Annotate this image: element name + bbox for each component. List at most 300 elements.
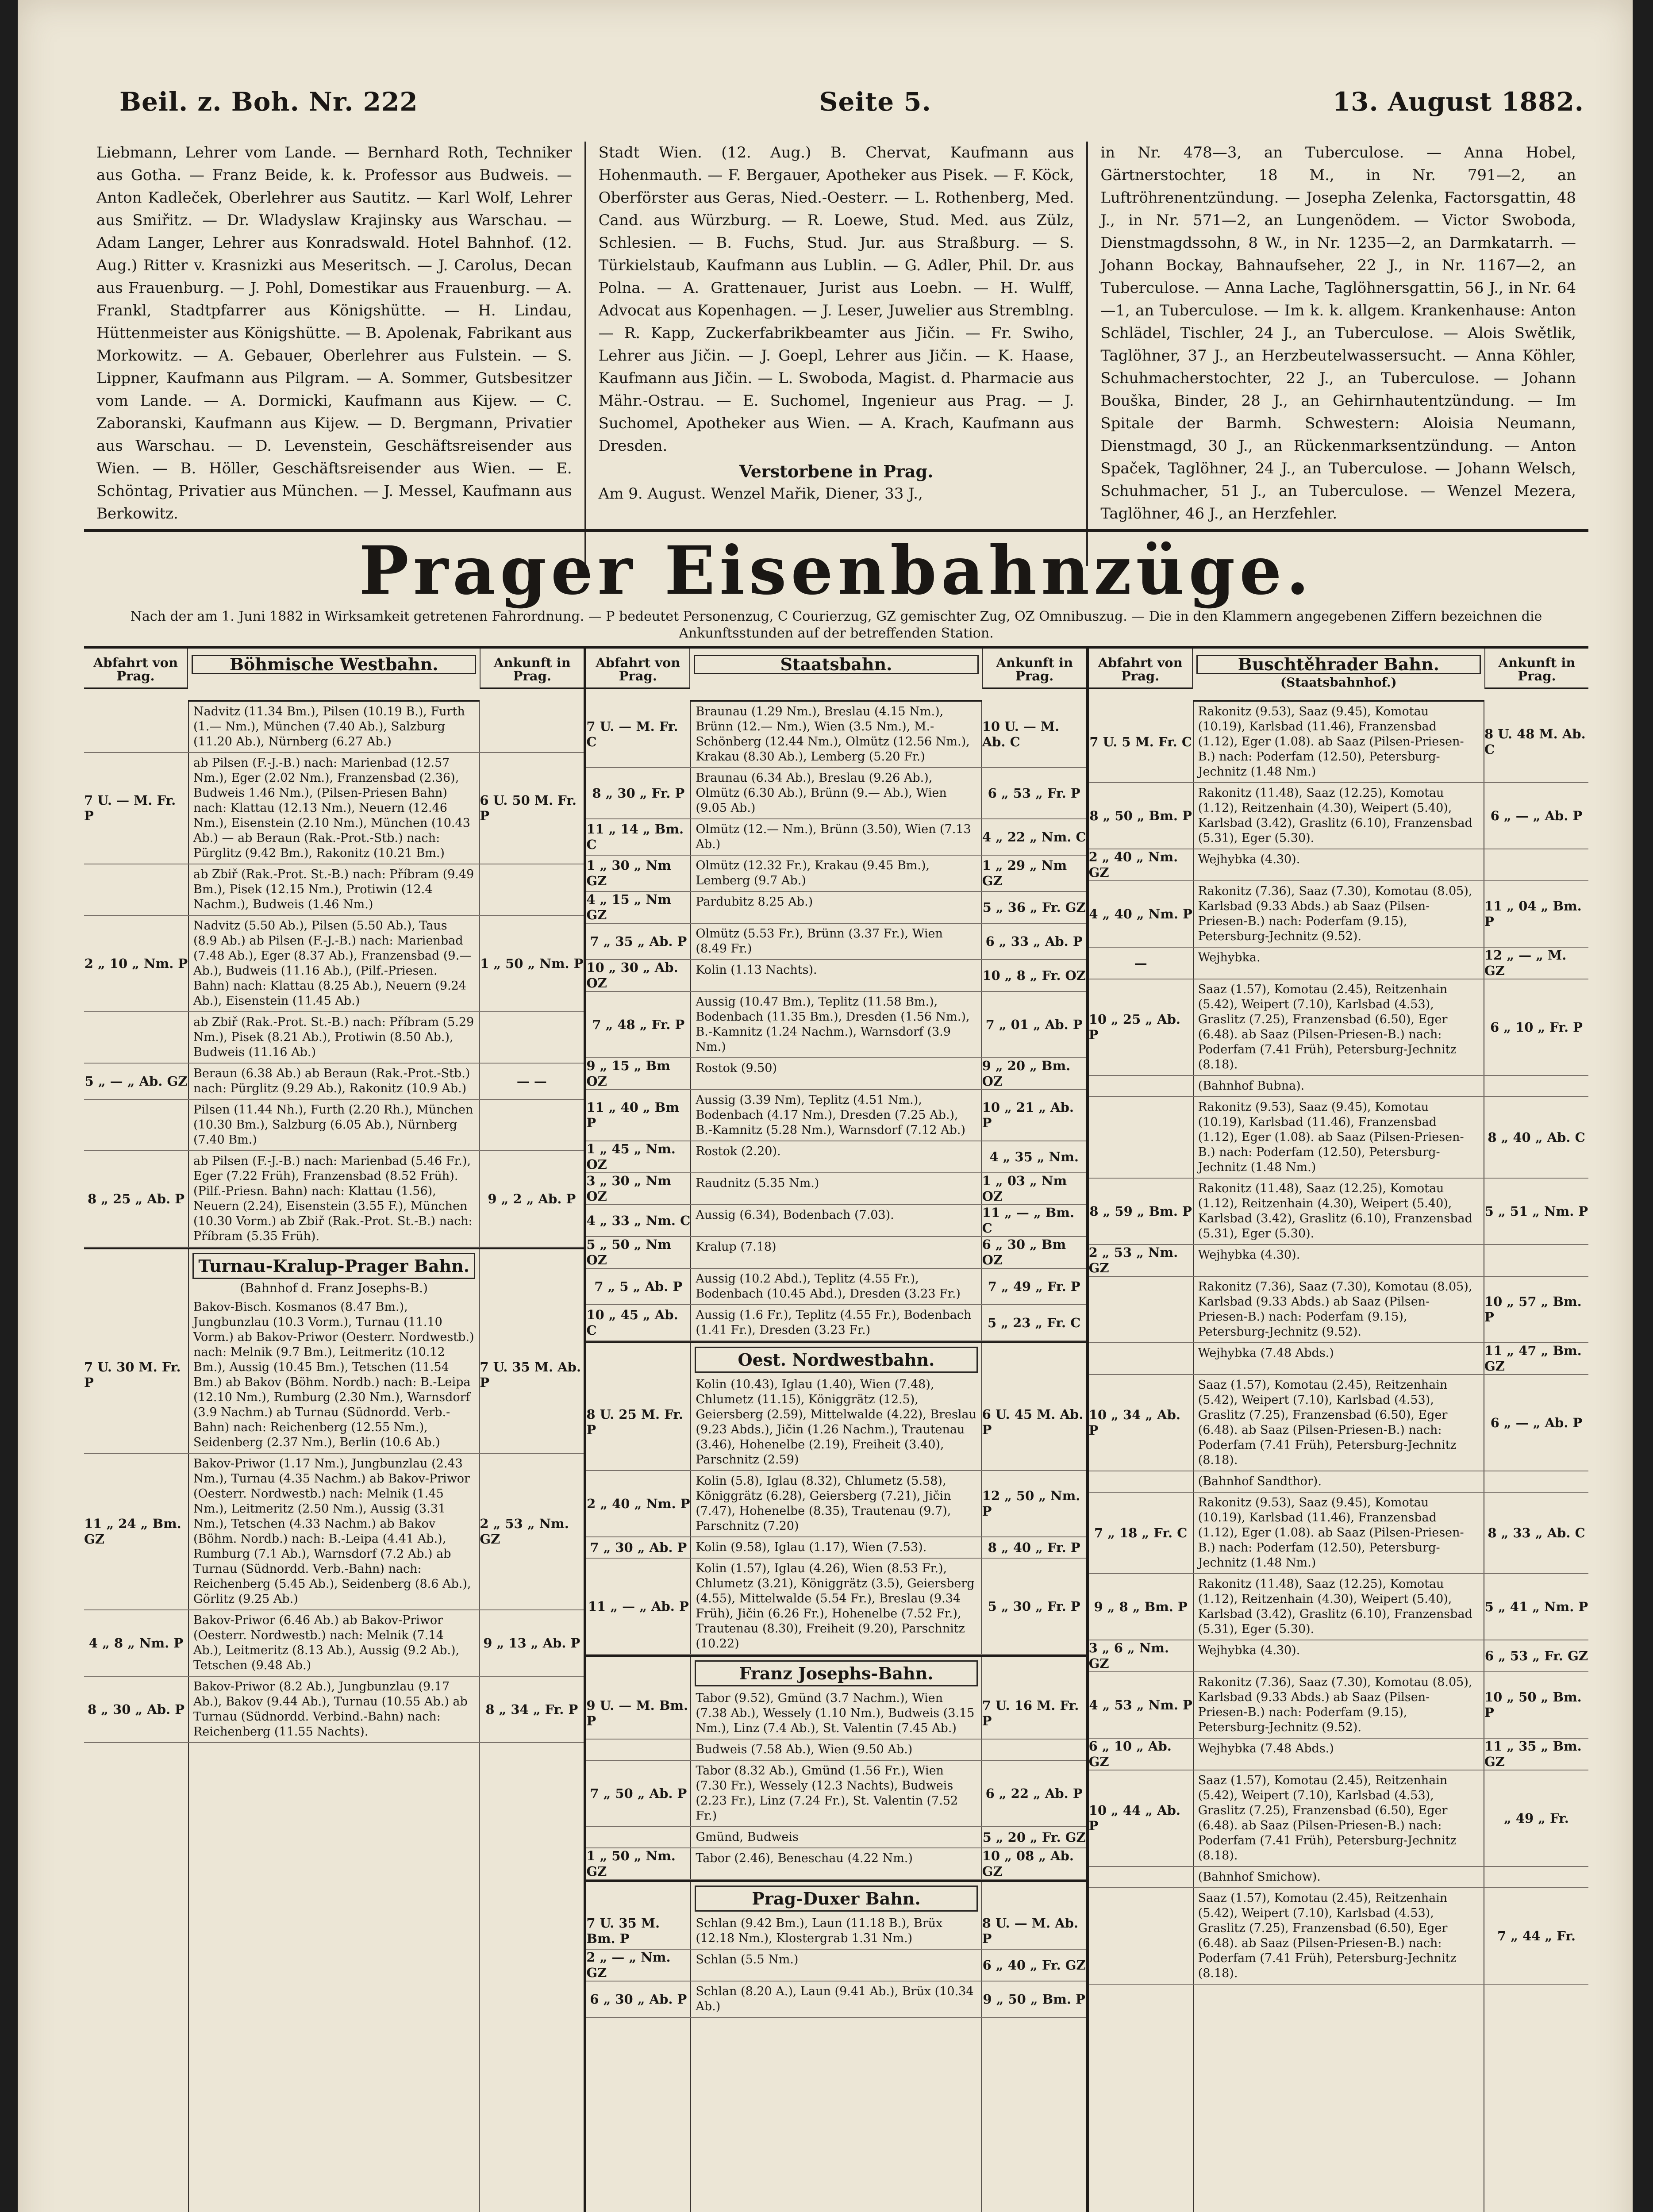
route-stations: (Bahnhof Sandthor). bbox=[1198, 1475, 1322, 1488]
departure-time: 6 „ 30 „ Ab. P bbox=[586, 1982, 691, 2017]
departure-time bbox=[1089, 1888, 1194, 1984]
timetable-row bbox=[1089, 1343, 1588, 1375]
section-heading bbox=[691, 1886, 981, 1912]
timetable-row bbox=[1089, 1888, 1588, 1985]
blank-cell bbox=[189, 1743, 479, 2212]
route-stations: Rakonitz (11.48), Saaz (12.25), Komotau (1.12), Reitzenhain (4.30), Weipert (5.40), Karlsbad (3.42), Graslitz (6.10), Franzensbad (5.31), Eger (5.30). bbox=[1198, 1577, 1472, 1636]
timetable-row bbox=[586, 1090, 1086, 1141]
route-stations: Kolin (5.8), Iglau (8.32), Chlumetz (5.58), Königgrätz (6.28), Geiersberg (7.21), Jičin (7.47), Hohenelbe (8.35), Trautenau (9.7), Parschnitz (7.20) bbox=[696, 1474, 951, 1533]
route-column-header bbox=[188, 649, 480, 702]
timetable-row bbox=[586, 1141, 1086, 1173]
route-stations: Bakov-Bisch. Kosmanos (8.47 Bm.), Jungbunzlau (10.3 Vorm.), Turnau (11.10 Vorm.) ab Bakov-Priwor (Oesterr. Nordwestb.) nach: Melnik (9.7 Bm.), Leitmeritz (10.12 Bm.), Aussig (10.45 Bm.), Tetschen (11.54 Bm.) ab Bakov (Böhm. Nordb.) nach: B.-Leipa (12.10 Nm.), Rumburg (2.30 Nm.), Warnsdorf (3.9 Nachm.) ab Turnau (Südnordd. Verb.-Bahn) nach: Reichenberg (12.55 Nm.), Seidenberg (2.37 Nm.), Berlin (10.6 Ab.) bbox=[193, 1300, 474, 1449]
departure-time bbox=[1089, 1277, 1194, 1342]
route-stations: Gmünd, Budweis bbox=[696, 1830, 799, 1844]
departure-time: — bbox=[1089, 948, 1194, 979]
section-row bbox=[586, 1341, 1086, 1375]
timetable-row bbox=[1089, 1770, 1588, 1867]
timetable-row bbox=[1089, 1076, 1588, 1097]
departure-time bbox=[84, 1100, 189, 1150]
timetable-row bbox=[586, 924, 1086, 960]
arrival-time bbox=[1484, 1867, 1588, 1887]
timetable-row bbox=[586, 1058, 1086, 1090]
departure-time: 10 „ 34 „ Ab. P bbox=[1089, 1375, 1194, 1471]
route-stations: Bakov-Priwor (6.46 Ab.) ab Bakov-Priwor (Oesterr. Nordwestb.) nach: Melnik (7.14 Ab.), Leitmeritz (8.13 Ab.), Aussig (9.2 Ab.), Tetschen (9.48 Ab.) bbox=[193, 1613, 460, 1672]
route-stations: Pilsen (11.44 Nh.), Furth (2.20 Rh.), München (10.30 Bm.), Salzburg (6.05 Ab.), Nürnberg (7.40 Bm.) bbox=[193, 1103, 473, 1147]
supplement-label: Beil. z. Boh. Nr. 222 bbox=[119, 87, 418, 117]
arrival-time: 9 „ 2 „ Ab. P bbox=[479, 1151, 584, 1247]
timetable-row bbox=[586, 1982, 1086, 2018]
column-filler bbox=[1089, 1985, 1588, 2212]
arrival-column-header: Ankunft in Prag. bbox=[480, 649, 584, 689]
railway-name: Böhmische Westbahn. bbox=[192, 655, 476, 674]
timetable-row bbox=[586, 1537, 1086, 1559]
departure-time: 7 U. 35 M. Bm. P bbox=[586, 1913, 691, 1949]
arrival-time: 6 U. 45 M. Ab. P bbox=[981, 1375, 1086, 1470]
timetable-row bbox=[586, 892, 1086, 924]
notice-text: Stadt Wien. (12. Aug.) B. Chervat, Kaufmann aus Hohenmauth. — F. Bergauer, Apotheker aus Pisek. — F. Köck, Oberförster aus Geras, Nied.-Oesterr. — L. Rothenberg, Med. Cand. aus Würzburg. — R. Loewe, Stud. Med. aus Zülz, Schlesien. — B. Fuchs, Stud. Jur. aus Straßburg. — S. Türkielstaub, Kaufmann aus Lublin. — G. Adler, Phil. Dr. aus Polna. — A. Grattenauer, Jurist aus Loebn. — H. Wulff, Advocat aus Kopenhagen. — J. Leser, Juwelier aus Stremblng. — R. Kapp, Zuckerfabrikbeamter aus Jičin. — Fr. Swiho, Lehrer aus Jičin. — J. Goepl, Lehrer aus Jičin. — K. Haase, Kaufmann aus Jičin. — L. Swoboda, Magist. d. Pharmacie aus Mähr.-Ostrau. — E. Suchomel, Ingenieur aus Prag. — J. Suchomel, Apotheker aus Wien. — A. Krach, Kaufmann aus Dresden. bbox=[598, 144, 1074, 455]
railway-name: Oest. Nordwestbahn. bbox=[695, 1347, 977, 1373]
departure-time: 9 U. — M. Bm. P bbox=[586, 1688, 691, 1739]
departure-time: 4 „ 33 „ Nm. C bbox=[586, 1205, 691, 1236]
departure-time: 2 „ 40 „ Nm. P bbox=[586, 1471, 691, 1536]
arrival-time: 4 „ 22 „ Nm. C bbox=[981, 819, 1086, 855]
arrival-time bbox=[981, 1740, 1086, 1760]
route-column-header bbox=[690, 649, 982, 702]
column-header-row bbox=[586, 649, 1086, 702]
route-stations: Schlan (9.42 Bm.), Laun (11.18 B.), Brüx (12.18 Nm.), Klostergrab 1.31 Nm.) bbox=[696, 1916, 943, 1945]
railway-name: Buschtěhrader Bahn. bbox=[1196, 655, 1481, 674]
departure-time: 7 „ 5 „ Ab. P bbox=[586, 1269, 691, 1304]
deaths-text: Am 9. August. Wenzel Mařik, Diener, 33 J., bbox=[598, 485, 923, 503]
timetable-row bbox=[1089, 1672, 1588, 1739]
issue-date: 13. August 1882. bbox=[1332, 87, 1584, 117]
route-stations: Wejhybka (4.30). bbox=[1198, 853, 1300, 866]
timetable-row bbox=[84, 1151, 584, 1248]
timetable-row bbox=[586, 1305, 1086, 1341]
arrival-time bbox=[1484, 849, 1588, 880]
route-stations: ab Pilsen (F.-J.-B.) nach: Marienbad (12.57 Nm.), Eger (2.02 Nm.), Franzensbad (2.36), Budweis 1.46 Nm.), (Pilsen-Priesen Bahn) nach: Klattau (12.13 Nm.), Neuern (12.46 Nm.), Eisenstein (2.10 Nm.), München (10.43 Ab.) — ab Beraun (Rak.-Prot.-Stb.) nach: Pürglitz (9.42 Bm.), Rakonitz (10.21 Bm.) bbox=[193, 756, 470, 860]
departure-time: 4 „ 15 „ Nm GZ bbox=[586, 892, 691, 923]
arrival-time bbox=[1484, 1076, 1588, 1096]
arrival-time: 11 „ — „ Bm. C bbox=[981, 1205, 1086, 1236]
arrival-time bbox=[1484, 1471, 1588, 1492]
arrival-time: 7 „ 49 „ Fr. P bbox=[981, 1269, 1086, 1304]
timetable-row bbox=[586, 1740, 1086, 1761]
timetable-row bbox=[1089, 1640, 1588, 1672]
timetable-row bbox=[84, 1064, 584, 1100]
timetable-row bbox=[1089, 1277, 1588, 1343]
arrival-time: 5 „ 20 „ Fr. GZ bbox=[981, 1827, 1086, 1847]
route-stations: Olmütz (12.— Nm.), Brünn (3.50), Wien (7.13 Ab.) bbox=[696, 822, 971, 851]
arrival-time: 11 „ 35 „ Bm. GZ bbox=[1484, 1739, 1588, 1770]
route-stations: Pardubitz 8.25 Ab.) bbox=[696, 895, 813, 909]
departure-time bbox=[1089, 1076, 1194, 1096]
departure-time: 7 U. 5 M. Fr. C bbox=[1089, 702, 1194, 782]
departure-time: 8 U. 25 M. Fr. P bbox=[586, 1375, 691, 1470]
departure-time: 7 „ 30 „ Ab. P bbox=[586, 1537, 691, 1558]
route-stations: Aussig (6.34), Bodenbach (7.03). bbox=[696, 1208, 894, 1222]
arrival-time: 6 „ 53 „ Fr. P bbox=[981, 768, 1086, 818]
arrival-time: 9 „ 20 „ Bm. OZ bbox=[981, 1058, 1086, 1089]
timetable-row bbox=[1089, 1375, 1588, 1471]
departure-time: 11 „ 40 „ Bm P bbox=[586, 1090, 691, 1141]
section-spacer bbox=[586, 1882, 691, 1913]
timetable-row bbox=[586, 1761, 1086, 1827]
departure-time: 8 „ 25 „ Ab. P bbox=[84, 1151, 189, 1247]
departure-column-header: Abfahrt von Prag. bbox=[84, 649, 188, 689]
arrival-time bbox=[479, 864, 584, 915]
route-stations: Rakonitz (9.53), Saaz (9.45), Komotau (10.19), Karlsbad (11.46), Franzensbad (1.12), Eger (1.08). ab Saaz (Pilsen-Priesen-B.) nach: Poderfam (12.50), Petersburg-Jechnitz (1.48 Nm.) bbox=[1198, 1496, 1464, 1570]
route-stations: Bakov-Priwor (1.17 Nm.), Jungbunzlau (2.43 Nm.), Turnau (4.35 Nachm.) ab Bakov-Priwor (Oesterr. Nordwestb.) nach: Melnik (1.45 Nm.), Leitmeritz (2.50 Nm.), Aussig (3.31 Nm.), Tetschen (4.33 Nachm.) ab Bakov (Böhm. Nordb.) nach: B.-Leipa (4.41 Ab.), Rumburg (7.1 Ab.), Warnsdorf (7.2 Ab.) ab Turnau (Südnordd. Verb.-Bahn) nach: Reichenberg (5.45 Ab.), Seidenberg (8.6 Ab.), Görlitz (9.25 Ab.) bbox=[193, 1457, 471, 1606]
route-column-header bbox=[1193, 649, 1484, 702]
section-heading bbox=[1193, 655, 1484, 689]
route-stations: Saaz (1.57), Komotau (2.45), Reitzenhain (5.42), Weipert (7.10), Karlsbad (4.53), Graslitz (7.25), Franzensbad (6.50), Eger (6.48). ab Saaz (Pilsen-Priesen-B.) nach: Poderfam (7.41 Früh), Petersburg-Jechnitz (8.18). bbox=[1198, 1891, 1457, 1980]
departure-time: 5 „ 50 „ Nm OZ bbox=[586, 1237, 691, 1268]
route-stations: Saaz (1.57), Komotau (2.45), Reitzenhain (5.42), Weipert (7.10), Karlsbad (4.53), Graslitz (7.25), Franzensbad (6.50), Eger (6.48). ab Saaz (Pilsen-Priesen-B.) nach: Poderfam (7.41 Früh), Petersburg-Jechnitz (8.18). bbox=[1198, 1378, 1457, 1467]
timetable-row bbox=[586, 1237, 1086, 1269]
departure-time bbox=[586, 1827, 691, 1847]
departure-time: 1 „ 30 „ Nm GZ bbox=[586, 856, 691, 891]
arrival-time: 10 U. — M. Ab. C bbox=[981, 702, 1086, 767]
arrival-time: 10 „ 8 „ Fr. OZ bbox=[981, 960, 1086, 991]
timetable-row bbox=[586, 1688, 1086, 1740]
arrival-time bbox=[479, 1100, 584, 1150]
timetable-note: Nach der am 1. Juni 1882 in Wirksamkeit getretenen Fahrordnung. — P bedeutet Personenzug, C Courierzug, GZ gemischter Zug, OZ Omnibuszug. — Die in den Klammern angegebenen Ziffern bezeichnen die Ankunftsstunden auf der betreffenden Station. bbox=[130, 609, 1542, 641]
departure-column-header: Abfahrt von Prag. bbox=[586, 649, 690, 689]
arrival-time: 8 U. 48 M. Ab. C bbox=[1484, 702, 1588, 782]
timetable-grid bbox=[84, 646, 1588, 2212]
departure-time: 8 „ 59 „ Bm. P bbox=[1089, 1179, 1194, 1244]
timetable-row bbox=[84, 702, 584, 753]
arrival-time: 6 „ 22 „ Ab. P bbox=[981, 1761, 1086, 1826]
arrival-time: 6 „ 30 „ Bm OZ bbox=[981, 1237, 1086, 1268]
arrival-time: 4 „ 35 „ Nm. bbox=[981, 1141, 1086, 1172]
timetable-row bbox=[84, 753, 584, 864]
departure-time: 3 „ 30 „ Nm OZ bbox=[586, 1173, 691, 1204]
timetable-row bbox=[586, 1205, 1086, 1237]
arrival-time: 5 „ 23 „ Fr. C bbox=[981, 1305, 1086, 1340]
arrival-time: 5 „ 41 „ Nm. P bbox=[1484, 1574, 1588, 1640]
departure-time: 4 „ 8 „ Nm. P bbox=[84, 1610, 189, 1676]
route-stations: Rakonitz (11.48), Saaz (12.25), Komotau (1.12), Reitzenhain (4.30), Weipert (5.40), Karlsbad (3.42), Graslitz (6.10), Franzensbad (5.31), Eger (5.30). bbox=[1198, 786, 1472, 845]
timetable-row bbox=[1089, 1867, 1588, 1888]
arrival-time: 1 „ 29 „ Nm GZ bbox=[981, 856, 1086, 891]
arrival-time: 8 U. — M. Ab. P bbox=[981, 1913, 1086, 1949]
route-stations: Beraun (6.38 Ab.) ab Beraun (Rak.-Prot.-Stb.) nach: Pürglitz (9.29 Ab.), Rakonitz (10.9 Ab.) bbox=[193, 1067, 470, 1095]
arrival-time: 8 „ 33 „ Ab. C bbox=[1484, 1493, 1588, 1573]
arrival-time: 11 „ 47 „ Bm. GZ bbox=[1484, 1343, 1588, 1374]
route-stations: Olmütz (5.53 Fr.), Brünn (3.37 Fr.), Wien (8.49 Fr.) bbox=[696, 927, 943, 956]
arrival-time: 5 „ 36 „ Fr. GZ bbox=[981, 892, 1086, 923]
route-stations: Wejhybka (7.48 Abds.) bbox=[1198, 1346, 1334, 1360]
route-stations: Rakonitz (9.53), Saaz (9.45), Komotau (10.19), Karlsbad (11.46), Franzensbad (1.12), Eger (1.08). ab Saaz (Pilsen-Priesen-B.) nach: Poderfam (12.50), Petersburg-Jechnitz (1.48 Nm.) bbox=[1198, 705, 1464, 779]
departure-time: 7 „ 48 „ Fr. P bbox=[586, 992, 691, 1057]
departure-time: 9 „ 8 „ Bm. P bbox=[1089, 1574, 1194, 1640]
timetable-row bbox=[84, 864, 584, 916]
timetable-row bbox=[84, 1610, 584, 1677]
blank-cell bbox=[1484, 1985, 1588, 2212]
timetable-row bbox=[586, 960, 1086, 992]
notice-text: Liebmann, Lehrer vom Lande. — Bernhard Roth, Techniker aus Gotha. — Franz Beide, k. k. Professor aus Budweis. — Anton Kadleček, Oberlehrer aus Sautitz. — Karl Wolf, Lehrer aus Smiřitz. — Dr. Wladyslaw Krajinsky aus Warschau. — Adam Langer, Lehrer aus Konradswald. Hotel Bahnhof. (12. Aug.) Ritter v. Krasnizki aus Meseritsch. — J. Carolus, Decan aus Frauenburg. — J. Pohl, Domestikar aus Frauenburg. — A. Frankl, Stadtpfarrer aus Königshütte. — H. Lindau, Hüttenmeister aus Königshütte. — B. Apolenak, Fabrikant aus Morkowitz. — A. Gebauer, Oberlehrer aus Fulstein. — S. Lippner, Kaufmann aus Pilgram. — A. Sommer, Gutsbesitzer vom Lande. — A. Dormicki, Kaufmann aus Kijew. — C. Zaboranski, Kaufmann aus Kijew. — D. Bergmann, Privatier aus Warschau. — D. Levenstein, Geschäftsreisender aus Wien. — B. Höller, Geschäftsreisender aus Wien. — E. Schöntag, Privatier aus München. — J. Messel, Kaufmann aus Berkowitz. bbox=[96, 144, 572, 522]
arrival-time: 7 U. 35 M. Ab. P bbox=[479, 1297, 584, 1453]
timetable-row bbox=[586, 1848, 1086, 1880]
arrival-time: 7 „ 44 „ Fr. bbox=[1484, 1888, 1588, 1984]
section-heading bbox=[691, 1660, 981, 1686]
route-stations: Olmütz (12.32 Fr.), Krakau (9.45 Bm.), Lemberg (9.7 Ab.) bbox=[696, 859, 930, 887]
route-stations: Aussig (10.47 Bm.), Teplitz (11.58 Bm.), Bodenbach (11.35 Bm.), Dresden (1.56 Nm.), B.-Kamnitz (1.24 Nachm.), Warnsdorf (3.9 Nm.) bbox=[696, 995, 970, 1054]
railway-block bbox=[1086, 649, 1588, 2212]
arrival-time: 1 „ 50 „ Nm. P bbox=[479, 916, 584, 1011]
route-stations: Rakonitz (11.48), Saaz (12.25), Komotau (1.12), Reitzenhain (4.30), Weipert (5.40), Karlsbad (3.42), Graslitz (6.10), Franzensbad (5.31), Eger (5.30). bbox=[1198, 1182, 1472, 1240]
route-stations: Tabor (2.46), Beneschau (4.22 Nm.) bbox=[696, 1851, 913, 1865]
arrival-time bbox=[1484, 1245, 1588, 1276]
route-stations: Rostok (9.50) bbox=[696, 1061, 777, 1075]
railway-station-note: (Bahnhof d. Franz Josephs-B.) bbox=[240, 1281, 428, 1295]
section-spacer bbox=[981, 1343, 1086, 1375]
departure-time bbox=[84, 702, 189, 752]
route-stations: Schlan (5.5 Nm.) bbox=[696, 1953, 799, 1966]
route-stations: Kolin (9.58), Iglau (1.17), Wien (7.53). bbox=[696, 1540, 927, 1554]
departure-time: 7 „ 50 „ Ab. P bbox=[586, 1761, 691, 1826]
route-stations: Wejhybka. bbox=[1198, 951, 1261, 964]
section-heading bbox=[189, 1253, 479, 1295]
departure-time: 2 „ — „ Nm. GZ bbox=[586, 1950, 691, 1981]
route-stations: Saaz (1.57), Komotau (2.45), Reitzenhain (5.42), Weipert (7.10), Karlsbad (4.53), Graslitz (7.25), Franzensbad (6.50), Eger (6.48). ab Saaz (Pilsen-Priesen-B.) nach: Poderfam (7.41 Früh), Petersburg-Jechnitz (8.18). bbox=[1198, 983, 1457, 1071]
timetable-row bbox=[84, 1012, 584, 1064]
column-header-row bbox=[1089, 649, 1588, 702]
blank-cell bbox=[981, 2018, 1086, 2212]
route-stations: Nadvitz (11.34 Bm.), Pilsen (10.19 B.), Furth (1.— Nm.), München (7.40 Ab.), Salzburg (11.20 Ab.), Nürnberg (6.27 Ab.) bbox=[193, 705, 465, 749]
notice-column bbox=[584, 142, 1087, 566]
arrival-time: 12 „ — „ M. GZ bbox=[1484, 948, 1588, 979]
section-spacer bbox=[479, 1249, 584, 1297]
departure-time bbox=[84, 1012, 189, 1063]
section-heading bbox=[690, 655, 982, 674]
visitor-notices bbox=[84, 142, 1588, 566]
section-title-cell bbox=[691, 1657, 981, 1688]
arrival-time: 5 „ 30 „ Fr. P bbox=[981, 1559, 1086, 1654]
timetable-row bbox=[1089, 1179, 1588, 1245]
column-filler bbox=[84, 1743, 584, 2212]
timetable-row bbox=[1089, 1493, 1588, 1574]
notice-text: in Nr. 478—3, an Tuberculose. — Anna Hobel, Gärtnerstochter, 18 M., in Nr. 791—2, an Luftröhrenentzündung. — Josepha Zelenka, Factorsgattin, 48 J., in Nr. 571—2, an Lungenödem. — Victor Swoboda, Dienstmagdssohn, 8 W., in Nr. 1235—2, an Darmkatarrh. — Johann Bockay, Bahnaufseher, 22 J., in Nr. 1167—2, an Tuberculose. — Anna Lache, Taglöhnersgattin, 56 J., in Nr. 64—1, an Tuberculose. — Im k. k. allgem. Krankenhause: Anton Schlädel, Tischler, 24 J., an Tuberculose. — Alois Swětlik, Taglöhner, 37 J., an Herzbeutelwassersucht. — Anna Köhler, Schuhmacherstochter, 22 J., an Tuberculose. — Johann Bouška, Binder, 28 J., an Gehirnhautentzündung. — Im Spitale der Barmh. Schwestern: Aloisia Neumann, Dienstmagd, 30 J., an Rückenmarksentzündung. — Anton Spaček, Taglöhner, 24 J., an Tuberculose. — Johann Welsch, Schuhmacher, 51 J., an Tuberculose. — Wenzel Mezera, Taglöhner, 46 J., an Herzfehler. bbox=[1100, 144, 1576, 522]
route-stations: Aussig (3.39 Nm), Teplitz (4.51 Nm.), Bodenbach (4.17 Nm.), Dresden (7.25 Ab.), B.-Kamnitz (5.28 Nm.), Warnsdorf (7.12 Ab.) bbox=[696, 1093, 965, 1137]
route-stations: Rostok (2.20). bbox=[696, 1144, 781, 1158]
railway-name: Prag-Duxer Bahn. bbox=[695, 1886, 977, 1912]
timetable-row bbox=[586, 819, 1086, 856]
arrival-time: 6 „ 40 „ Fr. GZ bbox=[981, 1950, 1086, 1981]
section-title-cell bbox=[691, 1343, 981, 1375]
section-row bbox=[586, 1655, 1086, 1688]
route-stations: ab Zbiř (Rak.-Prot. St.-B.) nach: Příbram (5.29 Nm.), Pisek (8.21 Ab.), Protiwin (8.50 Ab.), Budweis (11.16 Ab.) bbox=[193, 1015, 474, 1059]
route-stations: Bakov-Priwor (8.2 Ab.), Jungbunzlau (9.17 Ab.), Bakov (9.44 Ab.), Turnau (10.55 Ab.) ab Turnau (Südnordd. Verbind.-Bahn) nach: Reichenberg (11.55 Nachts). bbox=[193, 1680, 468, 1739]
timetable-row bbox=[84, 1297, 584, 1454]
arrival-time: 7 U. 16 M. Fr. P bbox=[981, 1688, 1086, 1739]
timetable-title: Prager Eisenbahnzüge. bbox=[359, 532, 1314, 610]
arrival-time: 6 „ 33 „ Ab. P bbox=[981, 924, 1086, 959]
departure-column-header: Abfahrt von Prag. bbox=[1089, 649, 1193, 689]
route-stations: Aussig (1.6 Fr.), Teplitz (4.55 Fr.), Bodenbach (1.41 Fr.), Dresden (3.23 Fr.) bbox=[696, 1308, 972, 1337]
section-title-cell bbox=[691, 1882, 981, 1913]
route-stations: Wejhybka (4.30). bbox=[1198, 1248, 1300, 1262]
arrival-time: 9 „ 50 „ Bm. P bbox=[981, 1982, 1086, 2017]
column-filler bbox=[586, 2018, 1086, 2212]
arrival-time: 5 „ 51 „ Nm. P bbox=[1484, 1179, 1588, 1244]
departure-time bbox=[1089, 1343, 1194, 1374]
timetable-row bbox=[586, 1173, 1086, 1205]
section-heading bbox=[691, 1347, 981, 1373]
departure-time: 10 „ 30 „ Ab. OZ bbox=[586, 960, 691, 991]
section-heading bbox=[188, 655, 480, 674]
departure-time bbox=[586, 1740, 691, 1760]
timetable-row bbox=[1089, 1739, 1588, 1770]
timetable-row bbox=[1089, 881, 1588, 948]
timetable-row bbox=[1089, 979, 1588, 1076]
route-stations: Saaz (1.57), Komotau (2.45), Reitzenhain (5.42), Weipert (7.10), Karlsbad (4.53), Graslitz (7.25), Franzensbad (6.50), Eger (6.48). ab Saaz (Pilsen-Priesen-B.) nach: Poderfam (7.41 Früh), Petersburg-Jechnitz (8.18). bbox=[1198, 1774, 1457, 1863]
arrival-time: 8 „ 40 „ Fr. P bbox=[981, 1537, 1086, 1558]
departure-time: 10 „ 45 „ Ab. C bbox=[586, 1305, 691, 1340]
timetable-row bbox=[586, 992, 1086, 1058]
blank-cell bbox=[586, 2018, 691, 2212]
timetable-row bbox=[586, 1559, 1086, 1655]
route-stations: ab Pilsen (F.-J.-B.) nach: Marienbad (5.46 Fr.), Eger (7.22 Früh), Franzensbad (8.52 Früh). (Pilf.-Priesn. Bahn) nach: Klattau (1.56), Neuern (2.24), Eisenstein (3.55 F.), München (10.30 Vorm.) ab Zbiř (Rak.-Prot. St.-B.) nach: Příbram (5.35 Früh). bbox=[193, 1154, 473, 1243]
departure-time: 4 „ 53 „ Nm. P bbox=[1089, 1672, 1194, 1738]
arrival-column-header: Ankunft in Prag. bbox=[1484, 649, 1588, 689]
route-stations: Wejhybka (4.30). bbox=[1198, 1644, 1300, 1657]
departure-time: 1 „ 50 „ Nm. GZ bbox=[586, 1848, 691, 1879]
page-header bbox=[119, 80, 1584, 124]
section-spacer bbox=[586, 1657, 691, 1688]
departure-time: 1 „ 45 „ Nm. OZ bbox=[586, 1141, 691, 1172]
route-stations: Kolin (1.57), Iglau (4.26), Wien (8.53 Fr.), Chlumetz (3.21), Königgrätz (3.5), Geiersberg (4.55), Mittelwalde (5.54 Fr.), Breslau (9.34 Früh), Jičin (6.26 Fr.), Hohenelbe (7.52 Fr.), Trautenau (8.30), Freiheit (9.20), Parschnitz (10.22) bbox=[696, 1562, 975, 1651]
timetable-row bbox=[586, 1269, 1086, 1305]
blank-cell bbox=[1194, 1985, 1484, 2212]
route-stations: Budweis (7.58 Ab.), Wien (9.50 Ab.) bbox=[696, 1743, 913, 1756]
section-title-cell bbox=[189, 1249, 479, 1297]
route-stations: Aussig (10.2 Abd.), Teplitz (4.55 Fr.), Bodenbach (10.45 Abd.), Dresden (3.23 Fr.) bbox=[696, 1272, 961, 1301]
blank-cell bbox=[691, 2018, 981, 2212]
route-stations: Wejhybka (7.48 Abds.) bbox=[1198, 1742, 1334, 1755]
arrival-time: 10 „ 50 „ Bm. P bbox=[1484, 1672, 1588, 1738]
departure-time: 3 „ 6 „ Nm. GZ bbox=[1089, 1640, 1194, 1671]
notice-column bbox=[84, 142, 584, 566]
arrival-time bbox=[479, 1012, 584, 1063]
timetable-row bbox=[586, 702, 1086, 768]
railway-block bbox=[584, 649, 1086, 2212]
departure-time: 7 „ 35 „ Ab. P bbox=[586, 924, 691, 959]
section-row bbox=[586, 1880, 1086, 1913]
arrival-time: 12 „ 50 „ Nm. P bbox=[981, 1471, 1086, 1536]
timetable-row bbox=[1089, 1574, 1588, 1640]
column-header-row bbox=[84, 649, 584, 702]
timetable-row bbox=[1089, 948, 1588, 979]
departure-time: 5 „ — „ Ab. GZ bbox=[84, 1064, 189, 1099]
arrival-time: 6 „ 10 „ Fr. P bbox=[1484, 979, 1588, 1075]
railway-name: Staatsbahn. bbox=[694, 655, 978, 674]
route-stations: Tabor (8.32 Ab.), Gmünd (1.56 Fr.), Wien (7.30 Fr.), Wessely (12.3 Nachts), Budweis (2.23 Fr.), Linz (7.24 Fr.), St. Valentin (7.52 Fr.) bbox=[696, 1764, 958, 1823]
route-stations: Rakonitz (7.36), Saaz (7.30), Komotau (8.05), Karlsbad (9.33 Abds.) ab Saaz (Pilsen-Priesen-B.) nach: Poderfam (9.15), Petersburg-Jechnitz (9.52). bbox=[1198, 884, 1472, 943]
arrival-time: 1 „ 03 „ Nm OZ bbox=[981, 1173, 1086, 1204]
route-stations: Kralup (7.18) bbox=[696, 1240, 777, 1254]
arrival-time: 7 „ 01 „ Ab. P bbox=[981, 992, 1086, 1057]
timetable-row bbox=[1089, 1097, 1588, 1179]
route-stations: Braunau (1.29 Nm.), Breslau (4.15 Nm.), Brünn (12.— Nm.), Wien (3.5 Nm.), M.-Schönberg (12.44 Nm.), Olmütz (12.56 Nm.), Krakau (8.30 Ab.), Lemberg (5.20 Fr.) bbox=[696, 705, 970, 764]
departure-time: 7 U. 30 M. Fr. P bbox=[84, 1297, 189, 1453]
departure-time: 9 „ 15 „ Bm OZ bbox=[586, 1058, 691, 1089]
arrival-time: 6 „ — „ Ab. P bbox=[1484, 1375, 1588, 1471]
railway-block bbox=[84, 649, 584, 2212]
departure-time bbox=[1089, 1471, 1194, 1492]
route-stations: Tabor (9.52), Gmünd (3.7 Nachm.), Wien (7.38 Ab.), Wessely (1.10 Nm.), Budweis (3.15 Nm.), Linz (7.4 Ab.), St. Valentin (7.45 Ab.) bbox=[696, 1691, 975, 1735]
arrival-time: 6 „ 53 „ Fr. GZ bbox=[1484, 1640, 1588, 1671]
departure-time: 10 „ 44 „ Ab. P bbox=[1089, 1770, 1194, 1866]
departure-time: 11 „ 24 „ Bm. GZ bbox=[84, 1454, 189, 1609]
blank-cell bbox=[1089, 1985, 1194, 2212]
notice-column bbox=[1086, 142, 1588, 566]
timetable-row bbox=[1089, 702, 1588, 783]
page-number: Seite 5. bbox=[819, 87, 931, 117]
departure-time bbox=[84, 864, 189, 915]
route-stations: Raudnitz (5.35 Nm.) bbox=[696, 1176, 819, 1190]
arrival-time: — — bbox=[479, 1064, 584, 1099]
timetable-row bbox=[586, 1913, 1086, 1950]
departure-time: 7 „ 18 „ Fr. C bbox=[1089, 1493, 1194, 1573]
arrival-time: 8 „ 34 „ Fr. P bbox=[479, 1677, 584, 1742]
departure-time: 2 „ 53 „ Nm. GZ bbox=[1089, 1245, 1194, 1276]
arrival-time: 6 U. 50 M. Fr. P bbox=[479, 753, 584, 864]
route-stations: Rakonitz (7.36), Saaz (7.30), Komotau (8.05), Karlsbad (9.33 Abds.) ab Saaz (Pilsen-Priesen-B.) nach: Poderfam (9.15), Petersburg-Jechnitz (9.52). bbox=[1198, 1280, 1472, 1339]
departure-time: 8 „ 30 „ Ab. P bbox=[84, 1677, 189, 1742]
section-row bbox=[84, 1248, 584, 1297]
timetable-row bbox=[586, 768, 1086, 819]
departure-time: 2 „ 40 „ Nm. GZ bbox=[1089, 849, 1194, 880]
timetable-row bbox=[1089, 1245, 1588, 1277]
departure-time: 2 „ 10 „ Nm. P bbox=[84, 916, 189, 1011]
departure-time bbox=[1089, 1867, 1194, 1887]
route-stations: Kolin (1.13 Nachts). bbox=[696, 963, 817, 977]
deaths-heading: Verstorbene in Prag. bbox=[739, 461, 934, 481]
railway-name: Franz Josephs-Bahn. bbox=[695, 1660, 977, 1686]
departure-time: 8 „ 50 „ Bm. P bbox=[1089, 783, 1194, 849]
arrival-time: 10 „ 08 „ Ab. GZ bbox=[981, 1848, 1086, 1879]
arrival-time: 6 „ — „ Ab. P bbox=[1484, 783, 1588, 849]
section-spacer bbox=[586, 1343, 691, 1375]
timetable-row bbox=[84, 916, 584, 1012]
timetable-row bbox=[586, 1471, 1086, 1537]
timetable-row bbox=[586, 1827, 1086, 1848]
route-stations: Rakonitz (7.36), Saaz (7.30), Komotau (8.05), Karlsbad (9.33 Abds.) ab Saaz (Pilsen-Priesen-B.) nach: Poderfam (9.15), Petersburg-Jechnitz (9.52). bbox=[1198, 1675, 1472, 1734]
route-stations: Kolin (10.43), Iglau (1.40), Wien (7.48), Chlumetz (11.15), Königgrätz (12.5), Geiersberg (2.59), Mittelwalde (4.22), Breslau (9.23 Abds.), Jičin (1.26 Nachm.), Trautenau (3.46), Hohenelbe (2.19), Freiheit (3.40), Parschnitz (2.59) bbox=[696, 1378, 976, 1467]
departure-time bbox=[1089, 1097, 1194, 1178]
timetable-row bbox=[84, 1100, 584, 1151]
departure-time: 7 U. — M. Fr. P bbox=[84, 753, 189, 864]
departure-time: 7 U. — M. Fr. C bbox=[586, 702, 691, 767]
route-stations: Nadvitz (5.50 Ab.), Pilsen (5.50 Ab.), Taus (8.9 Ab.) ab Pilsen (F.-J.-B.) nach: Marienbad (7.48 Ab.), Eger (8.37 Ab.), Franzensbad (9.— Ab.), Budweis (11.16 Ab.), (Pilf.-Priesen. Bahn) nach: Klattau (8.25 Ab.), Neuern (9.24 Ab.), Eisenstein (11.45 Ab.) bbox=[193, 919, 472, 1008]
section-spacer bbox=[84, 1249, 189, 1297]
railway-station-note: (Staatsbahnhof.) bbox=[1280, 675, 1397, 690]
timetable-row bbox=[586, 856, 1086, 892]
section-spacer bbox=[981, 1657, 1086, 1688]
timetable-row bbox=[1089, 849, 1588, 881]
timetable-row bbox=[1089, 783, 1588, 849]
timetable-row bbox=[84, 1677, 584, 1743]
route-stations: Schlan (8.20 A.), Laun (9.41 Ab.), Brüx (10.34 Ab.) bbox=[696, 1985, 974, 2013]
arrival-time: „ 49 „ Fr. bbox=[1484, 1770, 1588, 1866]
timetable-row bbox=[84, 1454, 584, 1610]
arrival-time bbox=[479, 702, 584, 752]
section-spacer bbox=[981, 1882, 1086, 1913]
departure-time: 10 „ 25 „ Ab. P bbox=[1089, 979, 1194, 1075]
